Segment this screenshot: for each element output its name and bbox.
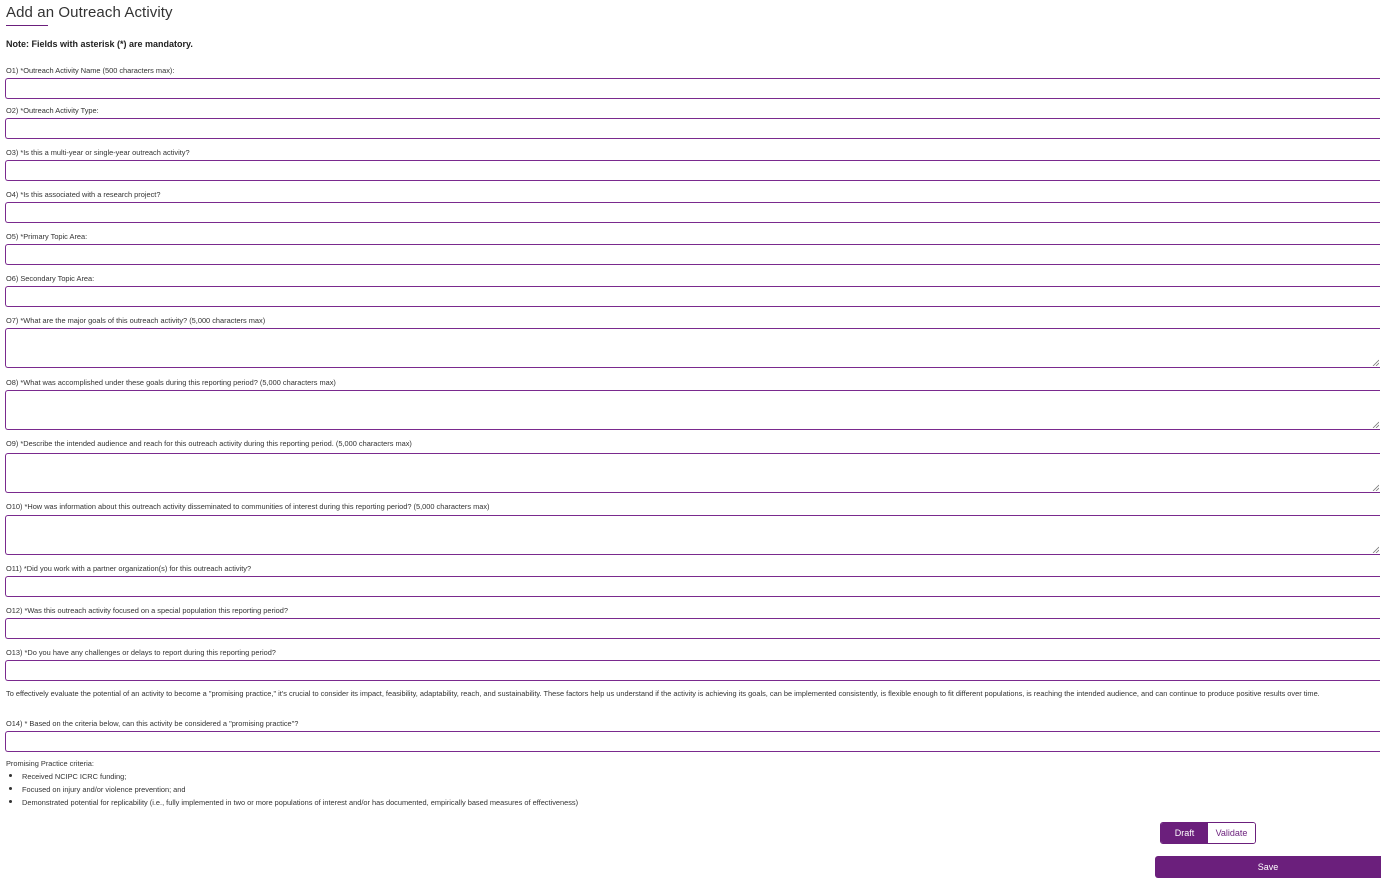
dissemination-textarea[interactable]	[5, 515, 1380, 555]
criteria-item-text: Demonstrated potential for replicability (i.e., fully implemented in two or more populations of interest and/or has documented, empirically based measures of effectiveness)	[22, 798, 579, 807]
field-label-o5: O5) *Primary Topic Area:	[6, 232, 88, 241]
field-label-o1: O1) *Outreach Activity Name (500 characters max):	[6, 66, 175, 75]
field-label-o13: O13) *Do you have any challenges or delays to report during this reporting period?	[6, 648, 276, 657]
accomplished-textarea[interactable]	[5, 390, 1380, 430]
field-label-o6: O6) Secondary Topic Area:	[6, 274, 95, 283]
promising-practice-paragraph: To effectively evaluate the potential of an activity to become a "promising practice," it's crucial to consider its impact, feasibility, adaptability, reach, and sustainability. These factors help us understand if the activity is achieving its goals, can be implemented consistently, is flexible enough to fit different populations, is reaching the intended audience, and can continue to produce positive results over time.	[6, 689, 1320, 698]
field-label-o11: O11) *Did you work with a partner organization(s) for this outreach activity?	[6, 564, 252, 573]
page-title: Add an Outreach Activity	[6, 4, 173, 21]
field-label-o12: O12) *Was this outreach activity focused on a special population this reporting period?	[6, 606, 288, 615]
bullet-icon	[9, 774, 12, 777]
secondary-topic-input[interactable]	[5, 286, 1380, 307]
list-item	[6, 771, 578, 784]
resize-grip-icon[interactable]	[1372, 421, 1379, 428]
field-label-o10: O10) *How was information about this outreach activity disseminated to communities of interest during this reporting period? (5,000 characters max)	[6, 502, 490, 511]
list-item	[6, 784, 578, 797]
challenges-input[interactable]	[5, 660, 1380, 681]
field-label-o3: O3) *Is this a multi-year or single-year outreach activity?	[6, 148, 190, 157]
outreach-type-input[interactable]	[5, 118, 1380, 139]
field-label-o2: O2) *Outreach Activity Type:	[6, 106, 99, 115]
field-label-o4: O4) *Is this associated with a research project?	[6, 190, 161, 199]
audience-textarea[interactable]	[5, 453, 1380, 493]
research-project-input[interactable]	[5, 202, 1380, 223]
resize-grip-icon[interactable]	[1372, 359, 1379, 366]
field-label-o9: O9) *Describe the intended audience and reach for this outreach activity during this reporting period. (5,000 characters max)	[6, 439, 412, 448]
primary-topic-input[interactable]	[5, 244, 1380, 265]
save-button[interactable]: Save	[1155, 856, 1381, 878]
criteria-title: Promising Practice criteria:	[6, 759, 94, 768]
field-label-o7: O7) *What are the major goals of this outreach activity? (5,000 characters max)	[6, 316, 266, 325]
bullet-icon	[9, 787, 12, 790]
multi-year-input[interactable]	[5, 160, 1380, 181]
validate-button[interactable]: Validate	[1208, 823, 1255, 843]
list-item	[6, 797, 578, 810]
field-label-o14: O14) * Based on the criteria below, can this activity be considered a "promising practice"?	[6, 719, 299, 728]
major-goals-textarea[interactable]	[5, 328, 1380, 368]
partner-org-input[interactable]	[5, 576, 1380, 597]
criteria-list	[6, 771, 578, 810]
outreach-name-input[interactable]	[5, 78, 1380, 99]
bullet-icon	[9, 800, 12, 803]
draft-button[interactable]: Draft	[1161, 823, 1208, 843]
draft-validate-toggle	[1160, 822, 1256, 844]
mandatory-note: Note: Fields with asterisk (*) are mandatory.	[6, 39, 193, 49]
criteria-item-text: Received NCIPC ICRC funding;	[22, 772, 127, 781]
resize-grip-icon[interactable]	[1372, 484, 1379, 491]
title-underline	[6, 25, 48, 26]
resize-grip-icon[interactable]	[1372, 546, 1379, 553]
field-label-o8: O8) *What was accomplished under these goals during this reporting period? (5,000 characters max)	[6, 378, 336, 387]
criteria-item-text: Focused on injury and/or violence prevention; and	[22, 785, 186, 794]
promising-practice-input[interactable]	[5, 731, 1380, 752]
special-population-input[interactable]	[5, 618, 1380, 639]
